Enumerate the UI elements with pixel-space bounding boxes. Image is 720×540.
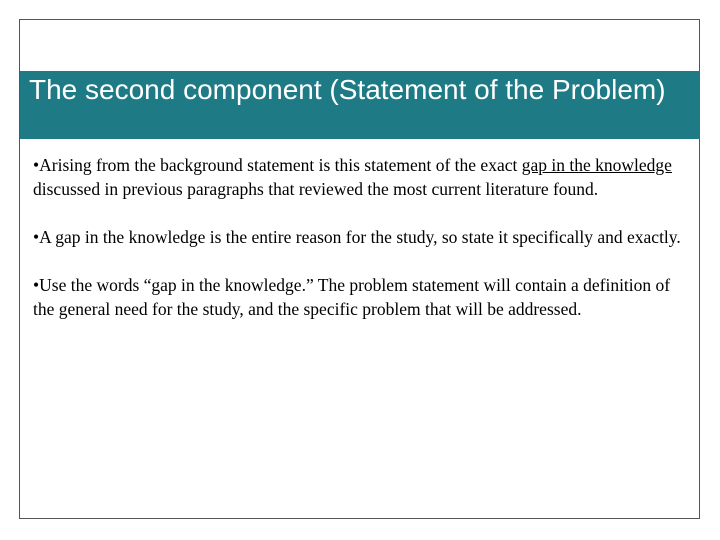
bullet-marker: • xyxy=(33,227,40,247)
underlined-phrase: gap in the knowledge xyxy=(521,155,672,175)
bullet-text: A gap in the knowledge is the entire reason for the study, so state it specifically and exactly. xyxy=(39,227,681,247)
bullet-gap-reason xyxy=(33,225,683,249)
slide-title: The second component (Statement of the Problem) xyxy=(29,74,666,105)
slide-body xyxy=(33,153,683,345)
bullet-text: Arising from the background statement is this statement of the exact xyxy=(39,155,522,175)
bullet-text: Use the words “gap in the knowledge.” The problem statement will contain a definition of the general need for the study, and the specific problem that will be addressed. xyxy=(33,275,671,319)
bullet-marker: • xyxy=(33,155,40,175)
bullet-use-words xyxy=(33,273,683,321)
bullet-gap-statement xyxy=(33,153,683,201)
title-bar xyxy=(20,71,700,139)
bullet-text: discussed in previous paragraphs that reviewed the most current literature found. xyxy=(33,179,599,199)
bullet-marker: • xyxy=(33,275,40,295)
